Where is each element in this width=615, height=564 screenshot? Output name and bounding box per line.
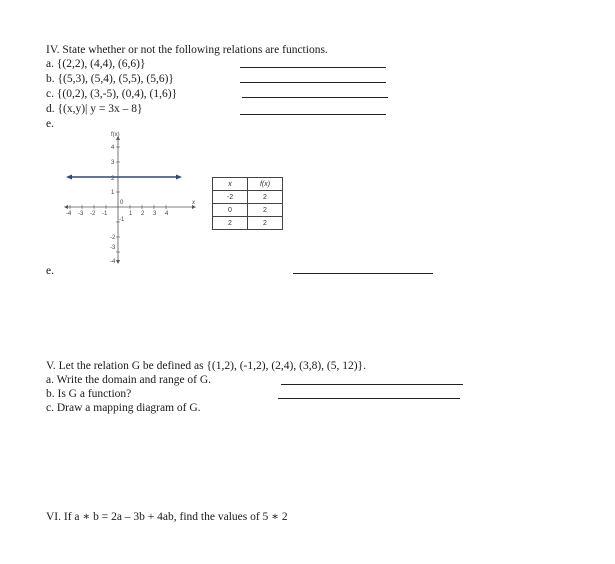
table-cell: 2 [248,217,283,230]
y-tick-label: 4 [111,145,115,151]
x-tick-label: 4 [165,211,169,217]
y-axis-label: f(x) [111,132,120,138]
y-tick-label: -4 [110,259,116,265]
section-5-item-a: a. Write the domain and range of G. [46,374,212,386]
values-table [212,177,283,230]
function-graph [58,128,208,268]
table-cell: 2 [248,191,283,204]
x-tick-label: -1 [102,211,108,217]
x-axis-arrow-left [64,205,68,209]
answer-line-e[interactable] [293,273,433,274]
section-5-item-b: b. Is G a function? [46,388,132,400]
y-tick-label: -1 [119,217,125,223]
x-tick-label: -4 [66,211,72,217]
table-header-fx: f(x) [248,178,283,191]
table-cell: -2 [213,191,248,204]
answer-line-d[interactable] [240,114,386,115]
item-c: c. {(0,2), (3,-5), (0,4), (1,6)} [46,88,178,100]
item-e: e. [46,118,54,130]
table-cell: 0 [213,204,248,217]
section-5-item-c: c. Draw a mapping diagram of G. [46,402,201,414]
x-tick-label: 3 [153,211,157,217]
table-header-x: x [213,178,248,191]
item-d: d. {(x,y)| y = 3x – 8} [46,103,143,115]
x-tick-label: 1 [129,211,133,217]
origin-label: 0 [120,200,124,206]
table-cell: 2 [248,204,283,217]
x-tick-label: -3 [78,211,84,217]
section-5-title: V. Let the relation G be defined as {(1,2), (-1,2), (2,4), (3,8), (5, 12)}. [46,360,366,372]
answer-line-5b[interactable] [278,398,460,399]
answer-line-c[interactable] [242,97,388,98]
x-tick-label: -2 [90,211,96,217]
y-tick-label: -3 [110,245,116,251]
y-tick-label: 2 [111,176,115,182]
item-a: a. {(2,2), (4,4), (6,6)} [46,58,146,70]
section-4-title: IV. State whether or not the following relations are functions. [46,44,328,56]
answer-line-a[interactable] [240,67,386,68]
answer-line-b[interactable] [240,82,386,83]
item-b: b. {(5,3), (5,4), (5,5), (5,6)} [46,73,174,85]
x-tick-label: 2 [141,211,145,217]
x-axis-label: x [192,200,195,206]
y-axis-arrow-bottom [116,260,120,264]
answer-line-5a[interactable] [281,384,463,385]
item-e-bottom: e. [46,265,54,277]
section-6-title: VI. If a ∗ b = 2a – 3b + 4ab, find the values of 5 ∗ 2 [46,511,288,523]
y-tick-label: -2 [110,235,116,241]
y-tick-label: 1 [111,190,115,196]
graph-line-arrow-left [66,175,72,180]
graph-line-arrow-right [176,175,182,180]
y-tick-label: 3 [111,160,115,166]
table-cell: 2 [213,217,248,230]
